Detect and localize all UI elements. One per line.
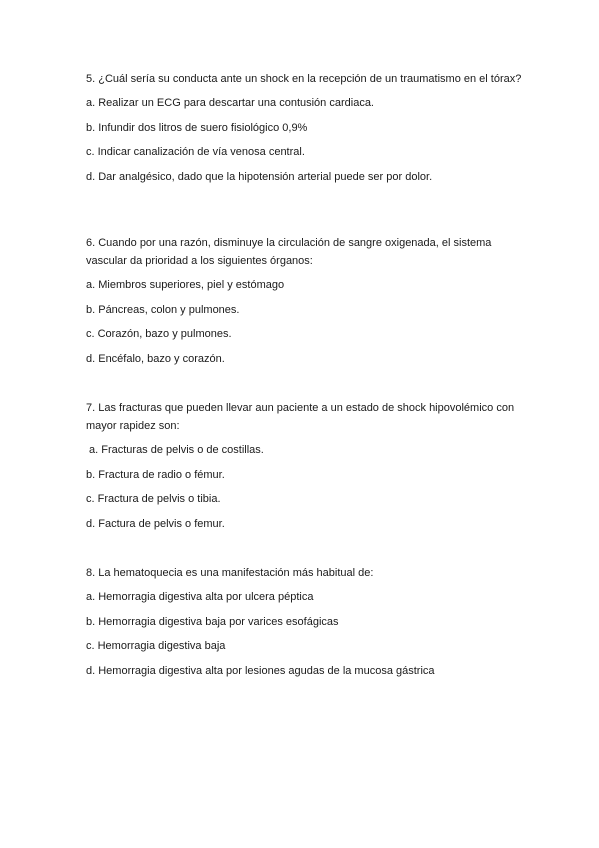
question-6 <box>86 234 526 374</box>
option-a: a. Fracturas de pelvis o de costillas. <box>89 444 264 456</box>
answer-options <box>86 588 526 680</box>
option-b: b. Hemorragia digestiva baja por varices esofágicas <box>86 615 339 628</box>
option-c: c. Corazón, bazo y pulmones. <box>86 328 232 340</box>
question-stem: 6. Cuando por una razón, disminuye la circulación de sangre oxigenada, el sistema vascular da prioridad a los siguientes órganos: <box>86 237 492 267</box>
question-stem: 5. ¿Cuál sería su conducta ante un shock en la recepción de un traumatismo en el tórax? <box>86 73 522 85</box>
option-c: c. Fractura de pelvis o tibia. <box>86 493 221 505</box>
option-b: b. Fractura de radio o fémur. <box>86 468 225 481</box>
option-a: a. Realizar un ECG para descartar una contusión cardiaca. <box>86 97 374 109</box>
question-stem: 7. Las fracturas que pueden llevar aun paciente a un estado de shock hipovolémico con mayor rapidez son: <box>86 402 515 432</box>
option-a: a. Hemorragia digestiva alta por ulcera péptica <box>86 591 314 603</box>
answer-options <box>86 276 526 368</box>
answer-options <box>86 441 526 533</box>
option-c: c. Indicar canalización de vía venosa central. <box>86 146 305 158</box>
answer-options <box>86 94 526 186</box>
option-d: d. Hemorragia digestiva alta por lesiones agudas de la mucosa gástrica <box>86 664 435 677</box>
option-d: d. Factura de pelvis o femur. <box>86 517 225 530</box>
option-b: b. Páncreas, colon y pulmones. <box>86 303 240 316</box>
option-d: d. Dar analgésico, dado que la hipotensión arterial puede ser por dolor. <box>86 170 433 183</box>
option-d: d. Encéfalo, bazo y corazón. <box>86 352 225 365</box>
option-a: a. Miembros superiores, piel y estómago <box>86 279 285 291</box>
question-5 <box>86 70 526 192</box>
question-8 <box>86 564 526 686</box>
option-c: c. Hemorragia digestiva baja <box>86 640 226 652</box>
option-b: b. Infundir dos litros de suero fisiológico 0,9% <box>86 121 308 134</box>
question-stem: 8. La hematoquecia es una manifestación más habitual de: <box>86 567 374 579</box>
question-7 <box>86 399 526 539</box>
